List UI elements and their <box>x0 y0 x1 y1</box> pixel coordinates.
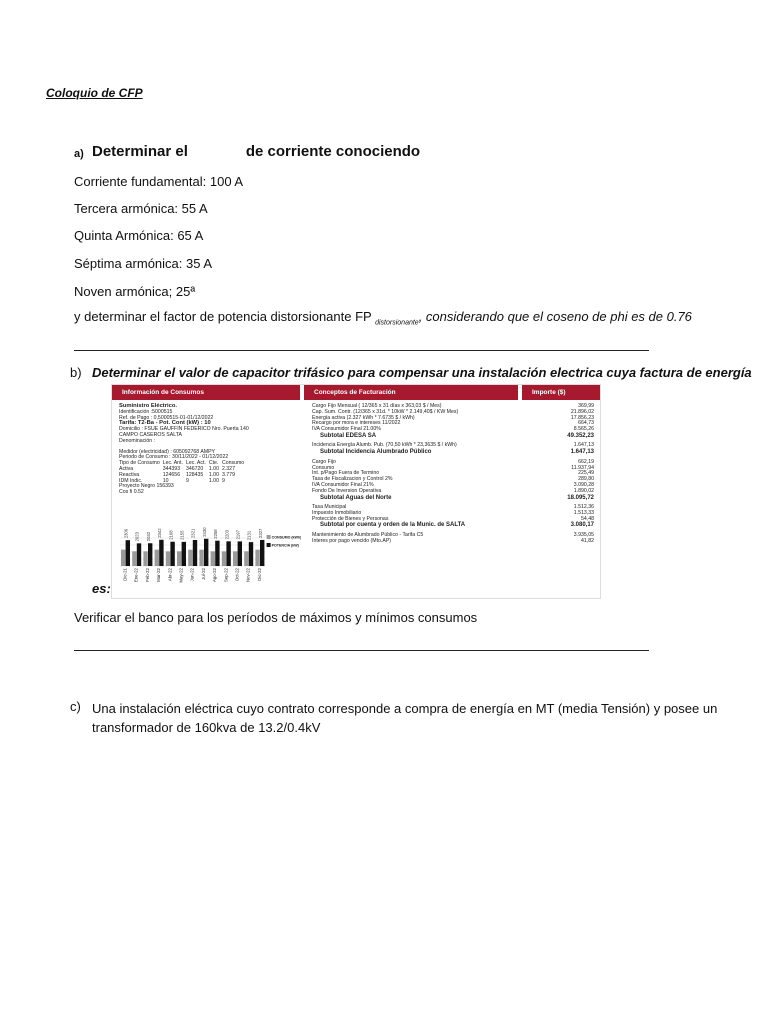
tick-label: Ene-22 <box>133 568 139 583</box>
tick-label: Mar-22 <box>156 568 162 582</box>
concept-amount: 1.513,33 <box>573 509 594 516</box>
tick-label: May-22 <box>178 568 184 583</box>
fp-subscript: distorsionante <box>375 319 419 327</box>
concept-label: Recargo por mora e intereses 11/2022 <box>312 420 401 427</box>
concept-label: Fondo De Inversion Operativa <box>312 487 382 494</box>
cell: 9 <box>185 477 189 484</box>
legend-swatch-consumo <box>267 535 271 539</box>
bar-consumo <box>148 543 152 566</box>
energy-invoice <box>111 384 601 599</box>
concept-amount: 369,99 <box>578 403 594 409</box>
bar-potencia <box>177 551 181 566</box>
value-label: 2197 <box>235 530 241 540</box>
concept-label: Mantenimiento de Alumbrado Público - Tarifa C5 <box>312 531 424 538</box>
tick-label: Dic-21 <box>122 568 128 581</box>
info-line: Periodo de Consumo : 30/11/2022 - 01/12/2022 <box>119 454 229 461</box>
info-line: Denominación : <box>119 437 156 444</box>
value-label: 2203 <box>224 529 230 540</box>
info-line: Identificación :5000515 <box>119 408 173 415</box>
meter-header: Consumo <box>221 460 245 467</box>
concept-row <box>312 495 594 502</box>
concept-amount: 3.090,28 <box>573 481 594 488</box>
concept-amount: 225,49 <box>578 470 594 477</box>
cell: Activa <box>119 465 134 472</box>
bar-potencia <box>233 551 237 566</box>
tick-label: Ago-22 <box>212 568 218 583</box>
info-line: Suministro Eléctrico. <box>119 403 177 409</box>
concept-label: Protección de Bienes y Personas <box>312 515 389 522</box>
bar-potencia <box>188 550 192 566</box>
concept-label: Subtotal Aguas del Norte <box>320 494 392 501</box>
info-line: Domicilio : FSUE GAUFFIN FEDERICO Nro. Puerta 140 <box>119 426 249 433</box>
value-label: 2032 <box>145 531 151 542</box>
value-label: 2430 <box>201 527 207 537</box>
meter-header: Tipo de Consumo <box>119 460 160 467</box>
info-line: Ref. de Pago : 0,5000515-01-01/12/2022 <box>119 414 214 421</box>
tick-label: Jul-22 <box>200 568 206 580</box>
concept-label: Incidencia Energía Alumb. Pub. (70,50 kWh * 23,3635 $ / kWh) <box>312 442 457 449</box>
concept-label: Tasa Municipal <box>312 504 347 511</box>
bar-potencia <box>199 550 203 566</box>
es-label: es: <box>92 581 111 596</box>
cell: 124656 <box>162 471 181 478</box>
value-label: 2342 <box>157 528 163 538</box>
concept-amount: 8.565,26 <box>573 426 594 433</box>
info-line: Cos fi 0.52 <box>119 489 144 496</box>
bar-consumo <box>204 539 208 566</box>
concept-row <box>312 449 594 456</box>
document-title: Coloquio de CFP <box>46 86 143 100</box>
concept-amount: 662,19 <box>578 458 594 465</box>
question-b-letter: b) <box>70 365 82 380</box>
concept-amount: 49.352,23 <box>567 432 594 439</box>
power-factor-instruction <box>74 309 692 327</box>
tick-label: Oct-22 <box>234 568 240 582</box>
cell: 2.327 <box>221 465 235 472</box>
value-label: 2321 <box>190 528 196 539</box>
harmonic-line: Quinta Armónica: 65 A <box>74 228 204 243</box>
concept-amount: 289,80 <box>578 476 594 483</box>
concept-label: IVA Consumidor Final 21.00% <box>312 426 381 433</box>
consumption-chart <box>116 509 301 597</box>
bar-consumo <box>238 541 242 566</box>
cell: 1.00 <box>208 471 219 478</box>
concept-amount: 664,73 <box>578 420 594 427</box>
concept-label: Subtotal EDESA SA <box>320 432 377 439</box>
concept-amount: 21.896,02 <box>570 408 594 415</box>
bar-consumo <box>182 542 186 566</box>
concept-amount: 11.937,94 <box>571 464 594 471</box>
heading-part-2: de corriente conociendo <box>245 143 421 160</box>
bar-consumo <box>170 542 174 566</box>
harmonic-line: Noven armónica; 25ª <box>74 284 196 299</box>
cell: 10 <box>162 477 169 484</box>
meter-table <box>119 461 247 484</box>
question-a-heading <box>92 143 420 160</box>
harmonic-line: Séptima armónica: 35 A <box>74 256 213 271</box>
cell: 1.00 <box>208 465 219 472</box>
concept-label: Interes por pago vencido (Mto.AP) <box>312 537 392 544</box>
bar-consumo <box>193 540 197 566</box>
bar-consumo <box>159 540 163 566</box>
tick-label: Sep-22 <box>223 568 229 583</box>
bar-potencia <box>155 550 159 566</box>
invoice-header-amount: Importe ($) <box>522 385 600 400</box>
bar-potencia <box>222 551 226 566</box>
concept-label: Consumo <box>312 464 335 471</box>
meter-header: Cte. <box>208 460 219 467</box>
bar-potencia <box>121 550 125 566</box>
info-line: CAMPO CASEROS SALTA <box>119 431 182 438</box>
concept-label: Impuesto Inmobiliario <box>312 509 362 516</box>
billing-concepts <box>312 404 594 545</box>
value-label: 2168 <box>168 530 174 540</box>
tick-label: Jun-22 <box>189 568 195 582</box>
consumption-info <box>119 404 299 496</box>
concept-amount: 54,48 <box>581 515 594 522</box>
bar-potencia <box>211 551 215 566</box>
concept-amount: 1.890,02 <box>573 487 594 494</box>
value-label: 2306 <box>123 528 129 539</box>
tick-label: Feb-22 <box>144 568 150 582</box>
verify-instruction: Verificar el banco para los períodos de máximos y mínimos consumos <box>74 610 478 625</box>
concept-amount: 1.512,36 <box>573 504 594 511</box>
concept-amount: 18.095,72 <box>567 494 594 501</box>
meter-header: Lec. Act. <box>185 460 206 467</box>
bar-consumo <box>215 541 219 566</box>
concept-amount: 17.856,23 <box>570 414 594 421</box>
cell: IDM Indic. <box>119 477 143 484</box>
concept-row <box>312 522 594 529</box>
tick-label: Nov-22 <box>245 568 251 583</box>
invoice-header-info: Información de Consumos <box>112 385 300 400</box>
question-b-text: Determinar el valor de capacitor trifásico para compensar una instalación electrica cuya factura de energía <box>92 365 752 380</box>
bar-potencia <box>244 551 248 566</box>
value-label: 2023 <box>134 532 140 542</box>
concept-amount: 1.647,13 <box>570 449 594 456</box>
bar-consumo <box>226 541 230 566</box>
invoice-header-concepts: Conceptos de Facturación <box>304 385 518 400</box>
cell: 344393 <box>162 465 181 472</box>
concept-amount: 3.935,05 <box>573 531 594 538</box>
harmonic-line: Tercera armónica: 55 A <box>74 201 208 216</box>
legend-potencia: POTENCIA (kW) <box>271 543 299 548</box>
heading-part-1: Determinar el <box>92 143 188 160</box>
concept-label: Int. p/Pago Fuera de Termino <box>312 470 380 477</box>
legend-swatch-potencia <box>267 543 271 547</box>
bar-consumo <box>126 540 130 566</box>
concept-label: Subtotal por cuenta y orden de la Munic. de SALTA <box>320 522 466 529</box>
concept-row <box>312 433 594 440</box>
concept-label: Energía activa (2.327 kWh * 7.6735 $ / kWh) <box>312 414 415 421</box>
legend-consumo: CONSUMO (kWh) <box>271 535 301 540</box>
value-label: 2155 <box>179 530 185 540</box>
concept-label: Subtotal Incidencia Alumbrado Público <box>320 449 432 456</box>
bar-consumo <box>249 542 253 566</box>
question-c-text: Una instalación eléctrica cuyo contrato corresponde a compra de energía en MT (media Tensión) y posee un transformador de 160kva de 13.2/0.4kV <box>92 701 718 735</box>
cell: 1.00 <box>208 477 219 484</box>
concept-label: IVA Consumidor Final 21% <box>312 481 374 488</box>
bar-consumo <box>137 543 141 566</box>
tick-label: Dic-22 <box>256 568 262 581</box>
fp-tail: , considerando que el coseno de phi es de 0.76 <box>418 309 692 324</box>
question-c-letter: c) <box>70 699 81 714</box>
concept-amount: 1.647,13 <box>573 442 594 449</box>
cell: 346720 <box>185 465 204 472</box>
value-label: 2258 <box>213 529 219 539</box>
concept-amount: 3.080,17 <box>570 522 594 529</box>
fp-text: y determinar el factor de potencia distorsionante FP <box>74 309 372 324</box>
bar-potencia <box>143 551 147 566</box>
value-label: 2327 <box>257 528 263 538</box>
concept-label: Cap. Sum. Contr. (12/365 x 31d. * 10kW * 2.149,40$ / KW Mes) <box>312 408 459 415</box>
concept-amount: 41,82 <box>581 537 594 544</box>
cell: 128435 <box>185 471 204 478</box>
bar-potencia <box>255 550 259 566</box>
bar-consumo <box>260 540 264 566</box>
info-line: Proyecto Negro 156393 <box>119 483 174 490</box>
concept-row <box>312 539 594 545</box>
tick-label: Abr-22 <box>167 568 173 582</box>
bar-potencia <box>166 551 170 566</box>
info-line: Medidor (electricidad) : 605092768 AMPY <box>119 448 216 455</box>
info-line: Tarifa: T2-Ba - Pot. Cont (kW) : 10 <box>119 420 211 427</box>
cell: 3.779 <box>221 471 235 478</box>
cell: Reactiva <box>119 471 140 478</box>
harmonic-line: Corriente fundamental: 100 A <box>74 174 244 189</box>
concept-label: Tasa de Fiscalizacion y Control 2% <box>312 476 393 483</box>
answer-line <box>74 350 649 351</box>
meter-header: Lec. Ant. <box>162 460 183 467</box>
answer-line <box>74 650 649 651</box>
cell: 9 <box>221 477 225 484</box>
value-label: 2131 <box>246 530 252 541</box>
concept-label: Cargo Fijo Mensual ( 12/365 x 31 días x 363,03 $ / Mes) <box>312 403 442 409</box>
bar-potencia <box>132 551 136 566</box>
concept-label: Cargo Fijo <box>312 458 336 465</box>
question-a-letter: a) <box>74 148 84 160</box>
